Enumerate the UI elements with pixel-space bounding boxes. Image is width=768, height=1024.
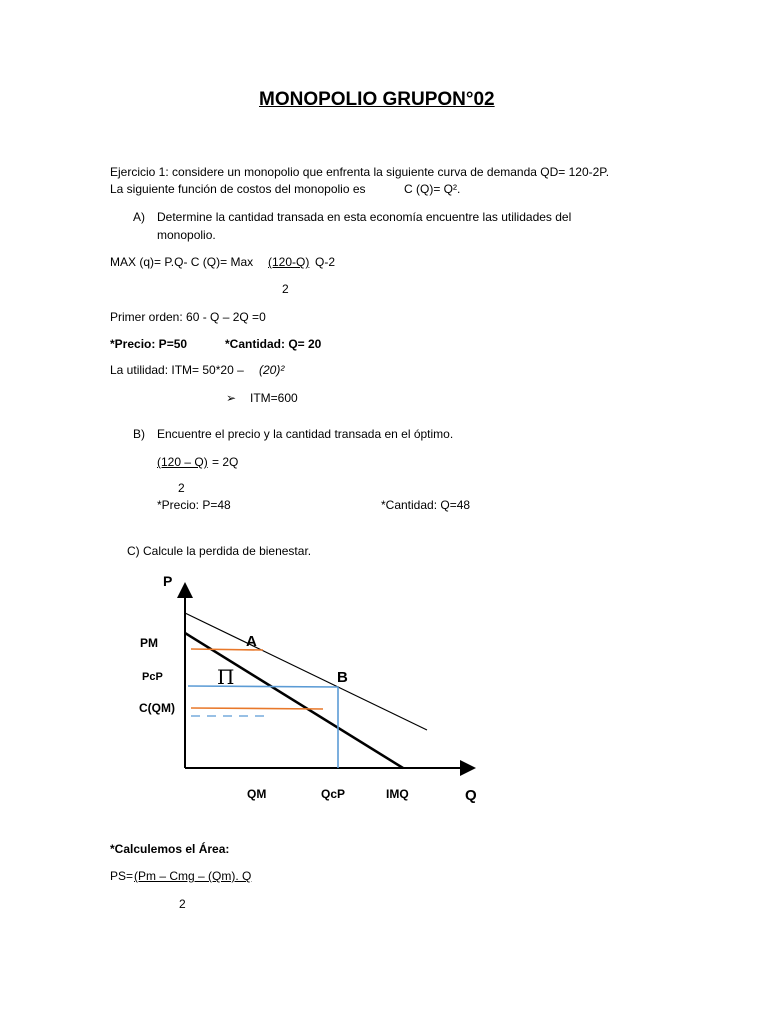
part-b-equation-numerator: (120 – Q) <box>157 455 208 469</box>
part-b-quantity: *Cantidad: Q=48 <box>381 498 471 512</box>
part-a-price: *Precio: P=50 <box>110 337 188 351</box>
part-a-question-line2: monopolio. <box>157 228 216 242</box>
first-order-condition: Primer orden: 60 - Q – 2Q =0 <box>110 310 266 324</box>
ps-denominator: 2 <box>179 897 186 911</box>
pcp-label: PcP <box>142 671 163 683</box>
pcp-blue-line <box>188 686 338 687</box>
max-equation-suffix: Q-2 <box>315 255 336 269</box>
part-a-marker: A) <box>133 210 145 224</box>
utility-equation-squared: (20)² <box>259 363 285 377</box>
qm-label: QM <box>247 787 267 801</box>
max-equation-prefix: MAX (q)= P.Q- C (Q)= Max <box>110 255 254 269</box>
part-a-question-line1: Determine la cantidad transada en esta economía encuentre las utilidades del <box>157 210 572 224</box>
cost-function-text: La siguiente función de costos del monopolio es <box>110 182 366 196</box>
point-a-label: A <box>246 633 257 650</box>
pi-label: Π <box>217 665 235 689</box>
cqm-orange-line <box>191 708 323 709</box>
cost-function: C (Q)= Q². <box>404 182 461 196</box>
max-equation-denominator: 2 <box>282 282 289 296</box>
ps-formula: (Pm – Cmg – (Qm). Q <box>134 869 252 883</box>
axis-q-label: Q <box>465 787 477 804</box>
part-b-marker: B) <box>133 427 145 441</box>
monopoly-graph <box>120 568 500 808</box>
part-a-quantity: *Cantidad: Q= 20 <box>225 337 322 351</box>
ps-prefix: PS= <box>110 869 134 883</box>
part-b-question: Encuentre el precio y la cantidad transada en el óptimo. <box>157 427 454 441</box>
bullet-icon: ➢ <box>226 391 237 405</box>
imq-label: IMQ <box>386 787 409 801</box>
axis-p-label: P <box>163 573 173 589</box>
part-b-price: *Precio: P=48 <box>157 498 231 512</box>
utility-equation: La utilidad: ITM= 50*20 – <box>110 363 244 377</box>
qcp-label: QcP <box>321 787 346 801</box>
exercise-statement: Ejercicio 1: considere un monopolio que enfrenta la siguiente curva de demanda QD= 120-2P. <box>110 165 610 179</box>
max-equation-numerator: (120-Q) <box>268 255 310 269</box>
pm-label: PM <box>140 636 158 650</box>
page-title: MONOPOLIO GRUPON°02 <box>259 89 495 110</box>
cqm-label: C(QM) <box>139 701 175 715</box>
part-c-question: C) Calcule la perdida de bienestar. <box>127 544 312 558</box>
itm-result: ITM=600 <box>250 391 298 405</box>
marginal-revenue-line <box>185 633 403 768</box>
part-b-equation-denominator: 2 <box>178 481 185 495</box>
point-b-label: B <box>337 669 348 686</box>
area-heading: *Calculemos el Área: <box>110 842 230 856</box>
part-b-equation-rest: = 2Q <box>212 455 239 469</box>
